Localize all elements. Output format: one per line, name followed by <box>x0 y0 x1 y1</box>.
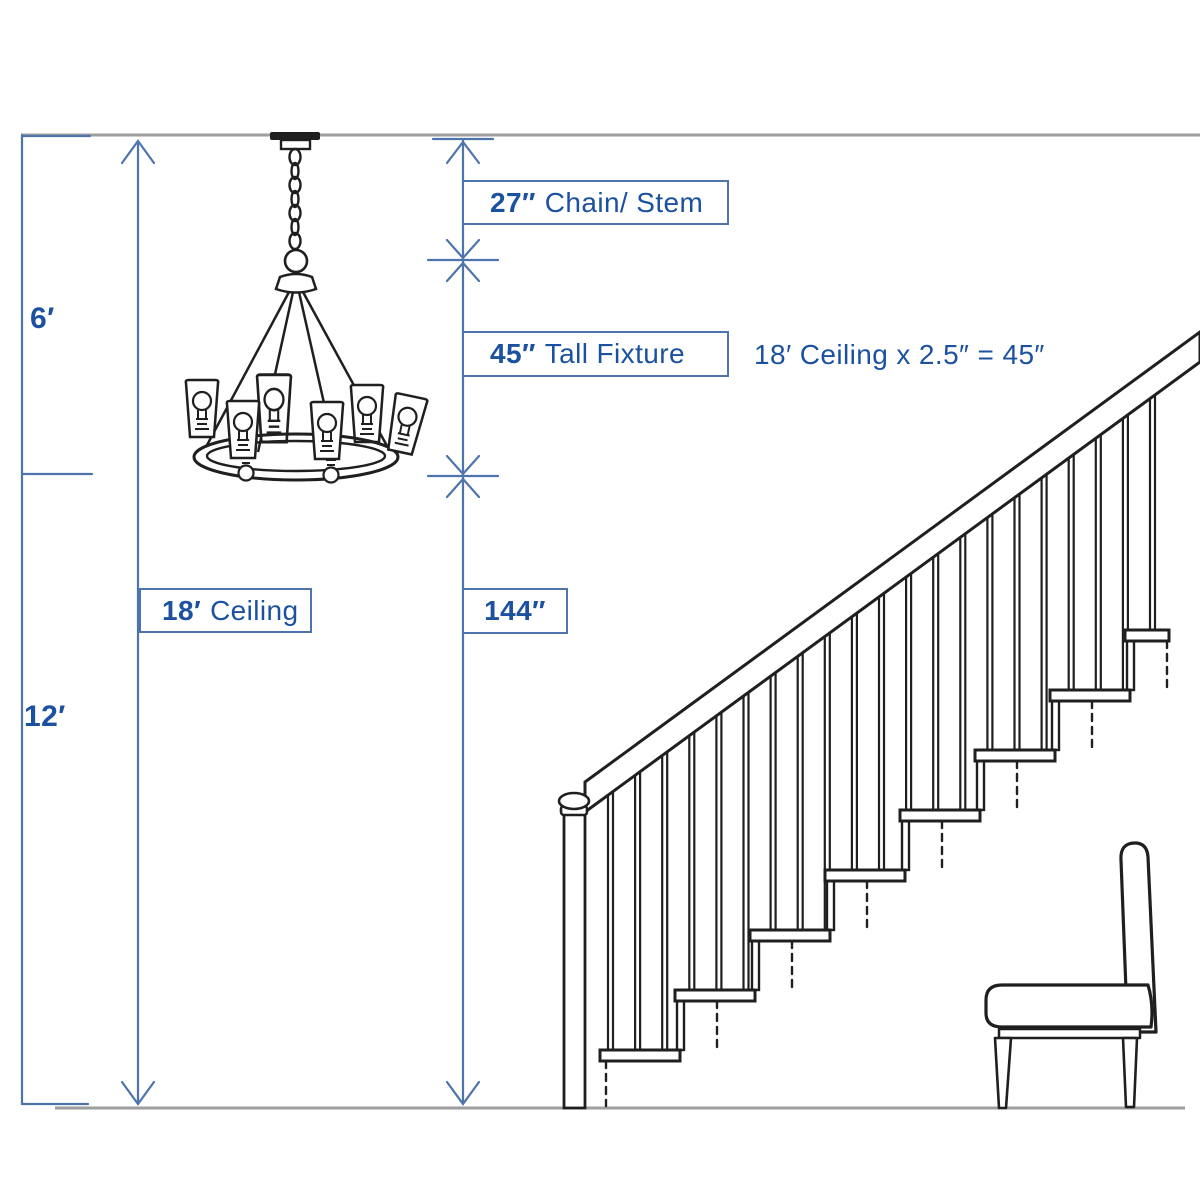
ceiling-value: 18′ <box>162 594 202 626</box>
chandelier-chain <box>290 149 301 249</box>
sizing-formula: 18′ Ceiling x 2.5″ = 45″ <box>754 339 1045 370</box>
lower-segment-label: 12′ <box>24 700 66 733</box>
chain-text: Chain/ Stem <box>544 186 704 218</box>
step-tread <box>675 990 755 1001</box>
step-riser <box>902 821 909 870</box>
ceiling-height-label-box <box>139 588 312 633</box>
chain-value: 27″ <box>490 186 536 218</box>
chair-back-leg <box>1123 1038 1137 1107</box>
ceiling-text: Ceiling <box>210 594 299 626</box>
step-tread <box>1050 690 1130 701</box>
step-riser <box>1127 641 1134 690</box>
chandelier-ring <box>194 434 398 480</box>
chandelier-illustration <box>186 132 428 483</box>
fixture-text: Tall Fixture <box>544 338 685 369</box>
chandelier-collar <box>276 274 316 293</box>
step-tread <box>1125 630 1169 641</box>
chandelier-finial-ball <box>285 250 307 272</box>
chair-illustration <box>986 843 1156 1108</box>
newel-post <box>559 793 589 1108</box>
step-tread <box>975 750 1055 761</box>
step-riser <box>977 761 984 810</box>
stair-handrail <box>585 332 1200 812</box>
fixture-value: 45″ <box>490 338 536 369</box>
step-tread <box>825 870 905 881</box>
step-riser <box>1052 701 1059 750</box>
chair-front-leg <box>995 1038 1011 1108</box>
upper-segment-label: 6′ <box>30 302 55 335</box>
step-riser <box>827 881 834 930</box>
step-tread <box>750 930 830 941</box>
chain-stem-label-box <box>462 180 729 225</box>
floor-clearance-value: 144″ <box>484 595 546 626</box>
step-riser <box>677 1001 684 1050</box>
step-tread <box>600 1050 680 1061</box>
step-tread <box>900 810 980 821</box>
fixture-label-box <box>462 331 729 377</box>
floor-clearance-label-box <box>462 588 568 634</box>
chair-seat-rail <box>999 1029 1140 1038</box>
step-riser <box>752 941 759 990</box>
wall-height-bracket <box>22 135 92 1104</box>
chair-seat <box>986 985 1152 1027</box>
